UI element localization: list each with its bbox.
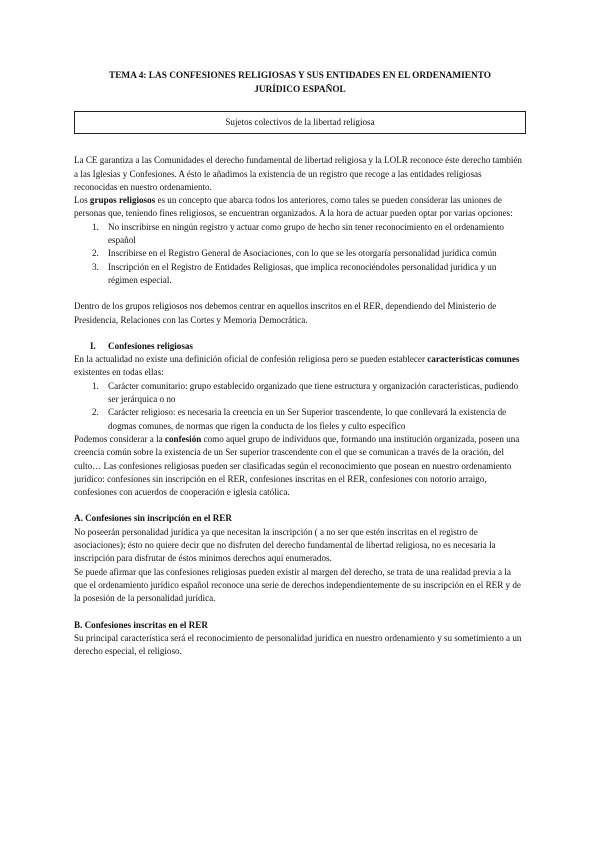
title-line-1: TEMA 4: LAS CONFESIONES RELIGIOSAS Y SUS ENTIDADES EN EL ORDENAMIENTO xyxy=(109,71,491,81)
bold-term: características comunes xyxy=(427,354,520,365)
paragraph-rer: Dentro de los grupos religiosos nos debemos centrar en aquellos inscritos en el RER, dependiendo del Ministerio de Presidencia, Relaciones con las Cortes y Memoria Democrática. xyxy=(74,301,497,325)
paragraph-margen-derecho: Se puede afirmar que las confesiones religiosas pueden existir al margen del derecho, se trata de una realidad previa a la que el ordenamiento jurídico español reconoce una serie de derechos independientemente de su inscripción en el RER y de la posesión de la personalidad jurídica. xyxy=(74,566,521,604)
bold-term: confesión xyxy=(164,433,202,444)
paragraph-caracteristicas: En la actualidad no existe una definición oficial de confesión religiosa pero se pueden establecer características comunes existentes en todas ellas: xyxy=(74,354,520,378)
list-item: 3. Inscripción en el Registro de Entidades Religiosas, que implica reconociéndoles personalidad jurídica y un régimen especial. xyxy=(92,261,497,285)
paragraph-sin-inscripcion: No poseerán personalidad jurídica ya que necesitan la inscripción ( a no ser que estén inscritas en el registro de asociaciones); ésto no quiere decir que no disfruten del derecho fundamental de libertad religiosa, no es necesaria la inscripción para disfrutar de éstos mínimos derechos aquí enumerados. xyxy=(74,526,496,564)
paragraph-confesion: Podemos considerar a la confesión como aquel grupo de individuos que, formando una institución organizada, poseen una creencia común sobre la existencia de un Ser superior trascendente con el que se comunican a través de la oración, del culto… Las confesiones religiosas pueden ser clasificadas según el reconocimiento que posean en nuestro ordenamiento jurídico: confesiones sin inscripción en el RER, confesiones inscritas en el RER, confesiones con notorio arraigo, confesiones con acuerdos de cooperación e iglesia católica. xyxy=(74,433,520,498)
subheading-b: B. Confesiones inscritas en el RER xyxy=(74,619,208,630)
subheading-a: A. Confesiones sin inscripción en el RER xyxy=(74,513,232,524)
list-item: 1. Carácter comunitario: grupo establecido organizado que tiene estructura y organización características, pudiendo ser jerárquica o no xyxy=(92,380,519,405)
list-item: 2. Carácter religioso: es necesaria la creencia en un Ser Superior trascendente, lo que conllevará la existencia de dogmas comunes, de normas que rigen la conducta de los fieles y culto específico xyxy=(92,407,507,431)
bold-term: grupos religiosos xyxy=(89,195,156,206)
options-list xyxy=(74,221,526,287)
boxed-subtitle: Sujetos colectivos de la libertad religiosa xyxy=(74,111,526,134)
characteristics-list xyxy=(74,380,526,433)
document-page xyxy=(74,70,526,658)
list-item: 1. No inscribirse en ningún registro y actuar como grupo de hecho sin tener reconocimiento en el ordenamiento español xyxy=(92,221,504,246)
document-title xyxy=(74,70,526,97)
list-item: 2. Inscribirse en el Registro General de Asociaciones, con lo que se les otorgaría personalidad jurídica común xyxy=(92,248,497,259)
section-heading: I. Confesiones religiosas xyxy=(90,340,193,351)
paragraph-grupos: Los grupos religiosos es un concepto que abarca todos los anteriores, como tales se pueden considerar las uniones de personas que, teniendo fines religiosos, se encuentran organizados. A la hora de actuar pueden optar por varias opciones: xyxy=(74,195,513,219)
paragraph-intro: La CE garantiza a las Comunidades el derecho fundamental de libertad religiosa y la LOLR reconoce éste derecho también a las Iglesias y Confesiones. A ésto le añadimos la existencia de un registro que recoge a las entidades religiosas reconocidas en nuestro ordenamiento. xyxy=(74,155,522,192)
title-line-2: JURÍDICO ESPAÑOL xyxy=(254,84,346,95)
paragraph-inscritas: Su principal característica será el reconocimiento de personalidad jurídica en nuestro ordenamiento y su sometimiento a un derecho especial, el religioso. xyxy=(74,632,522,657)
